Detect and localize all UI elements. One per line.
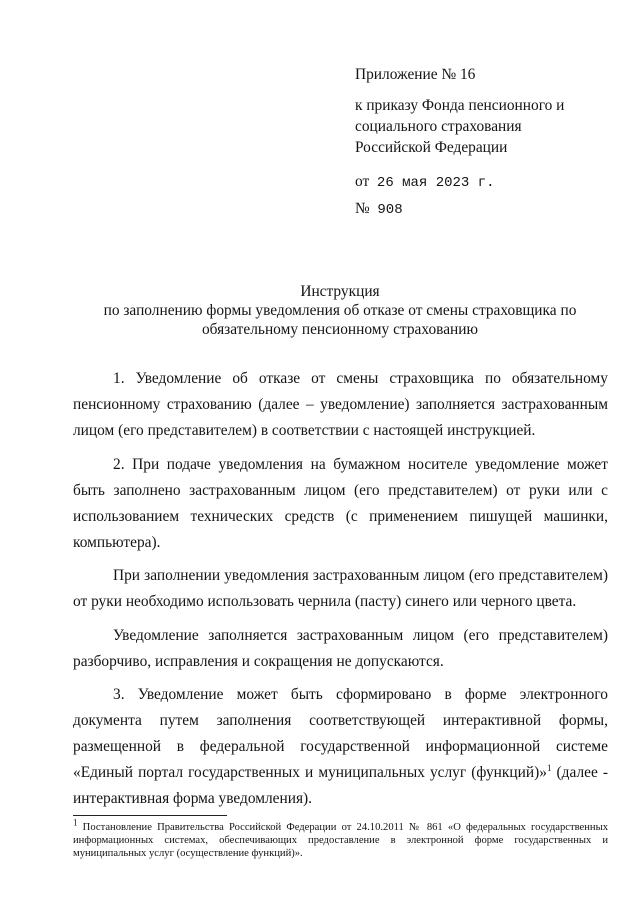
- appendix-title: Приложение № 16: [355, 66, 476, 83]
- number-value: 908: [377, 202, 403, 218]
- instruction-body: [73, 366, 608, 820]
- footnote-separator: [73, 815, 227, 816]
- paragraph-2-legibility: Уведомление заполняется застрахованным лицом (его представителем) разборчиво, исправления и сокращения не допускаются.: [73, 626, 608, 670]
- footnote-text: Постановление Правительства Российской Федерации от 24.10.2011 № 861 «О федеральных государственных информационных системах, обеспечивающих предоставление в электронной форме государственных и муниципальных услуг (осуществление функций)».: [73, 822, 608, 859]
- order-line-2: социального страхования: [355, 118, 522, 135]
- footnote-mark: 1: [73, 817, 78, 828]
- paragraph-2: 2. При подаче уведомления на бумажном носителе уведомление может быть заполнено застрахованным лицом (его представителем) от руки или с использованием технических средств (с применением пишущей машинки, компьютера).: [73, 455, 608, 551]
- date-prefix: от: [355, 173, 370, 190]
- footnote: [73, 817, 608, 860]
- paragraph-3: [73, 682, 608, 812]
- instruction-title: [70, 282, 610, 339]
- order-line-3: Российской Федерации: [355, 139, 508, 156]
- order-number: [355, 198, 615, 221]
- title-line-3: обязательному пенсионному страхованию: [201, 321, 479, 338]
- paragraph-3-text: 3. Уведомление может быть сформировано в форме электронного документа путем заполнения соответствующей интерактивной формы, размещенной в федеральной государственной информационной системе «Единый портал государственных и муниципальных услуг (функций)»: [73, 686, 608, 781]
- title-line-1: Инструкция: [300, 283, 380, 300]
- appendix-block: [355, 64, 615, 221]
- paragraph-2-ink: При заполнении уведомления застрахованным лицом (его представителем) от руки необходимо использовать чернила (пасту) синего или черного цвета.: [73, 567, 608, 610]
- order-date: [355, 171, 615, 194]
- paragraph-1: 1. Уведомление об отказе от смены страховщика по обязательному пенсионному страхованию (далее – уведомление) заполняется застрахованным лицом (его представителем) в соответствии с настоящей инструкцией.: [73, 370, 608, 439]
- order-line-1: к приказу Фонда пенсионного и: [355, 97, 565, 114]
- paragraph-3-tail: (далее - интерактивная форма уведомления).: [73, 764, 608, 807]
- date-value: 26 мая 2023 г.: [376, 175, 495, 191]
- number-prefix: №: [355, 200, 370, 217]
- title-line-2: по заполнению формы уведомления об отказе от смены страховщика по: [103, 302, 577, 319]
- footnote-reference: 1: [546, 762, 552, 773]
